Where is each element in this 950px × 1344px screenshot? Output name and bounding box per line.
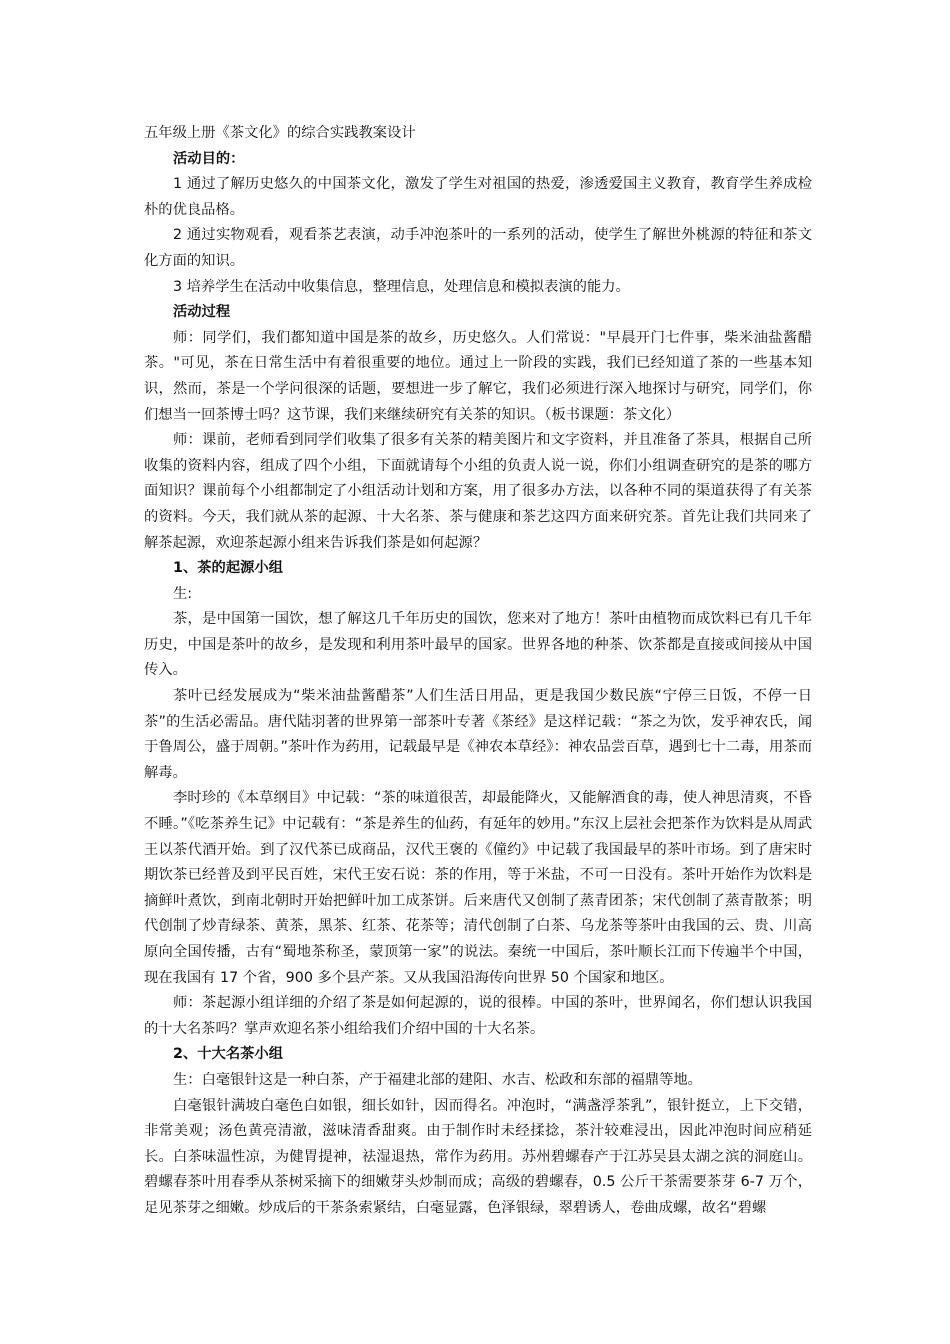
famous-tea-paragraph-1: 生：白毫银针这是一种白茶，产于福建北部的建阳、水吉、松政和东部的福鼎等地。 bbox=[173, 1071, 702, 1088]
origin-paragraph-1: 茶，是中国第一国饮，想了解这几千年历史的国饮，您来对了地方！茶叶由植物而成饮料已有几千年历史，中国是茶叶的故乡，是发现和利用茶叶最早的国家。世界各地的种茶、饮茶都是直接或间接从中国传入。 bbox=[144, 611, 812, 679]
group-1-heading: 1、茶的起源小组 bbox=[173, 560, 284, 577]
goal-item-2: 2 通过实物观看，观看茶艺表演，动手冲泡茶叶的一系列的活动，使学生了解世外桃源的特征和茶文化方面的知识。 bbox=[144, 227, 812, 269]
group-2-heading: 2、十大名茶小组 bbox=[173, 1046, 284, 1063]
origin-paragraph-3: 李时珍的《本草纲目》中记载：“茶的味道很苦，却最能降火，又能解酒食的毒，使人神思清爽，不昏不睡。”《吃茶养生记》中记载有：“茶是养生的仙药，有延年的妙用。”东汉上层社会把茶作为饮料是从周武王以茶代酒开始。到了汉代茶已成商品，汉代王褒的《僮约》中记载了我国最早的茶叶市场。到了唐宋时期饮茶已经普及到平民百姓，宋代王安石说：茶的作用，等于米盐，不可一日没有。茶叶开始作为饮料是摘鲜叶煮饮，到南北朝时开始把鲜叶加工成茶饼。后来唐代又创制了蒸青团茶；宋代创制了蒸青散茶；明代创制了炒青绿茶、黄茶，黑茶、红茶、花茶等；清代创制了白茶、乌龙茶等茶叶由我国的云、贵、川高原向全国传播，古有“蜀地茶称圣，蒙顶第一家”的说法。秦统一中国后，茶叶顺长江而下传遍半个中国，现在我国有 17 个省，900 多个县产茶。又从我国沿海传向世界 50 个国家和地区。 bbox=[144, 790, 812, 986]
goal-item-1: 1 通过了解历史悠久的中国茶文化，激发了学生对祖国的热爱，渗透爱国主义教育，教育学生养成检朴的优良品格。 bbox=[144, 176, 812, 218]
teacher-paragraph-3: 师：茶起源小组详细的介绍了茶是如何起源的，说的很棒。中国的茶叶，世界闻名，你们想认识我国的十大名茶吗？掌声欢迎名茶小组给我们介绍中国的十大名茶。 bbox=[144, 995, 812, 1037]
document-title: 五年级上册《茶文化》的综合实践教案设计 bbox=[144, 125, 416, 141]
origin-paragraph-2: 茶叶已经发展成为“柴米油盐酱醋茶”人们生活日用品，更是我国少数民族“宁停三日饭，不停一日茶”的生活必需品。唐代陆羽著的世界第一部茶叶专著《茶经》是这样记载：“茶之为饮，发乎神农氏，闻于鲁周公，盛于周朝。”茶叶作为药用，记载最早是《神农本草经》：神农品尝百草，遇到七十二毒，用茶而解毒。 bbox=[144, 688, 812, 781]
teacher-paragraph-1: 师：同学们，我们都知道中国是茶的故乡，历史悠久。人们常说："早晨开门七件事，柴米油盐酱醋茶。"可见，茶在日常生活中有着很重要的地位。通过上一阶段的实践，我们已经知道了茶的一些基本知识，然而，茶是一个学问很深的话题，要想进一步了解它，我们必须进行深入地探讨与研究，同学们，你们想当一回茶博士吗？这节课，我们来继续研究有关茶的知识。（板书课题：茶文化） bbox=[144, 329, 812, 423]
goal-item-3: 3 培养学生在活动中收集信息，整理信息，处理信息和模拟表演的能力。 bbox=[173, 278, 630, 295]
process-heading: 活动过程 bbox=[173, 304, 231, 321]
student-label: 生: bbox=[173, 585, 193, 602]
document-page bbox=[144, 121, 812, 1222]
famous-tea-paragraph-2: 白毫银针满坡白毫色白如银，细长如针，因而得名。冲泡时，“满盏浮茶乳”，银针挺立，上下交错，非常美观；汤色黄亮清澈，滋味清香甜爽。由于制作时未经揉捻，茶汁较难浸出，因此冲泡时间应稍延长。白茶味温性凉，为健胃提神，祛湿退热，常作为药用。苏州碧螺春产于江苏吴县太湖之滨的洞庭山。碧螺春茶叶用春季从茶树采摘下的细嫩芽头炒制而成；高级的碧螺春，0.5 公斤干茶需要茶芽 6-7 万个，足见茶芽之细嫩。炒成后的干茶条索紧结，白毫显露，色泽银绿，翠碧诱人，卷曲成螺，故名“碧螺 bbox=[144, 1097, 812, 1216]
teacher-paragraph-2: 师：课前，老师看到同学们收集了很多有关茶的精美图片和文字资料，并且准备了茶具，根据自己所收集的资料内容，组成了四个小组，下面就请每个小组的负责人说一说，你们小组调查研究的是茶的哪方面知识？课前每个小组都制定了小组活动计划和方案，用了很多办方法，以各种不同的渠道获得了有关茶的资料。今天，我们就从茶的起源、十大名茶、茶与健康和茶艺这四方面来研究茶。首先让我们共同来了解茶起源，欢迎茶起源小组来告诉我们茶是如何起源？ bbox=[144, 432, 812, 551]
goal-heading: 活动目的： bbox=[173, 150, 245, 167]
